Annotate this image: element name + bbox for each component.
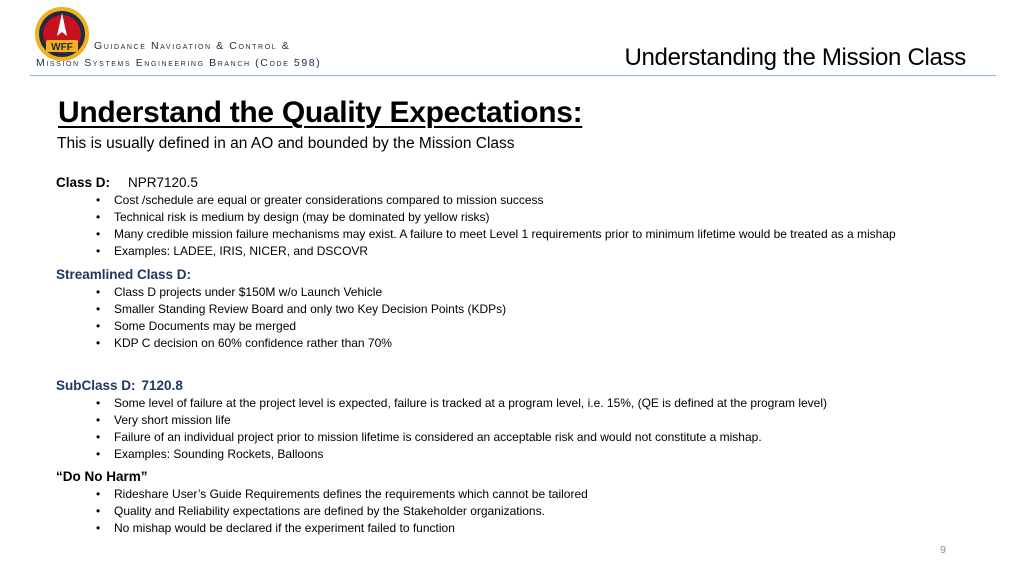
page-number: 9 bbox=[940, 544, 946, 556]
bullet-list-streamlined-class-d bbox=[56, 284, 1006, 352]
list-item: • Smaller Standing Review Board and only two Key Decision Points (KDPs) bbox=[56, 301, 1006, 318]
list-item: • Many credible mission failure mechanisms may exist. A failure to meet Level 1 requirements prior to minimum lifetime would be treated as a mishap bbox=[56, 226, 1006, 243]
branch-line-2: Mission Systems Engineering Branch (Code 598) bbox=[36, 57, 322, 69]
section-title: “Do No Harm” bbox=[56, 469, 148, 484]
list-item: • Quality and Reliability expectations are defined by the Stakeholder organizations. bbox=[56, 503, 1006, 520]
page-heading: Understand the Quality Expectations: bbox=[58, 96, 583, 129]
section-heading-streamlined-class-d bbox=[56, 266, 1006, 284]
bullet-list-class-d bbox=[56, 192, 1006, 260]
section-title: Streamlined Class D: bbox=[56, 267, 192, 282]
slide-title: Understanding the Mission Class bbox=[624, 44, 966, 71]
list-item: • Some Documents may be merged bbox=[56, 318, 1006, 335]
section-heading-class-d bbox=[56, 174, 1006, 192]
list-item: • Class D projects under $150M w/o Launch Vehicle bbox=[56, 284, 1006, 301]
list-item: • Examples: Sounding Rockets, Balloons bbox=[56, 446, 1006, 463]
section-title: SubClass D: bbox=[56, 378, 136, 393]
list-item: • Examples: LADEE, IRIS, NICER, and DSCOVR bbox=[56, 243, 1006, 260]
list-item: • Very short mission life bbox=[56, 412, 1006, 429]
branch-line-1: Guidance Navigation & Control & bbox=[94, 40, 291, 52]
list-item: • Cost /schedule are equal or greater considerations compared to mission success bbox=[56, 192, 1006, 209]
bullet-list-subclass-d bbox=[56, 395, 1006, 463]
bullet-list-do-no-harm bbox=[56, 486, 1006, 537]
branch-name bbox=[36, 38, 321, 72]
section-title: Class D: bbox=[56, 175, 111, 190]
list-item: • Rideshare User’s Guide Requirements defines the requirements which cannot be tailored bbox=[56, 486, 1006, 503]
section-heading-do-no-harm bbox=[56, 468, 1006, 486]
list-item: • KDP C decision on 60% confidence rather than 70% bbox=[56, 335, 1006, 352]
section-heading-subclass-d bbox=[56, 377, 1006, 395]
content-body bbox=[56, 174, 1006, 537]
list-item: • No mishap would be declared if the experiment failed to function bbox=[56, 520, 1006, 537]
list-item: • Failure of an individual project prior to mission lifetime is considered an acceptable risk and would not constitute a mishap. bbox=[56, 429, 1006, 446]
header-divider bbox=[30, 75, 996, 76]
section-code: NPR7120.5 bbox=[128, 175, 198, 190]
list-item: • Technical risk is medium by design (may be dominated by yellow risks) bbox=[56, 209, 1006, 226]
logo-text: WFF bbox=[51, 42, 73, 53]
section-code: 7120.8 bbox=[141, 378, 183, 393]
list-item: • Some level of failure at the project level is expected, failure is tracked at a program level, i.e. 15%, (QE is defined at the program level) bbox=[56, 395, 1006, 412]
page-subtitle: This is usually defined in an AO and bounded by the Mission Class bbox=[57, 135, 515, 152]
